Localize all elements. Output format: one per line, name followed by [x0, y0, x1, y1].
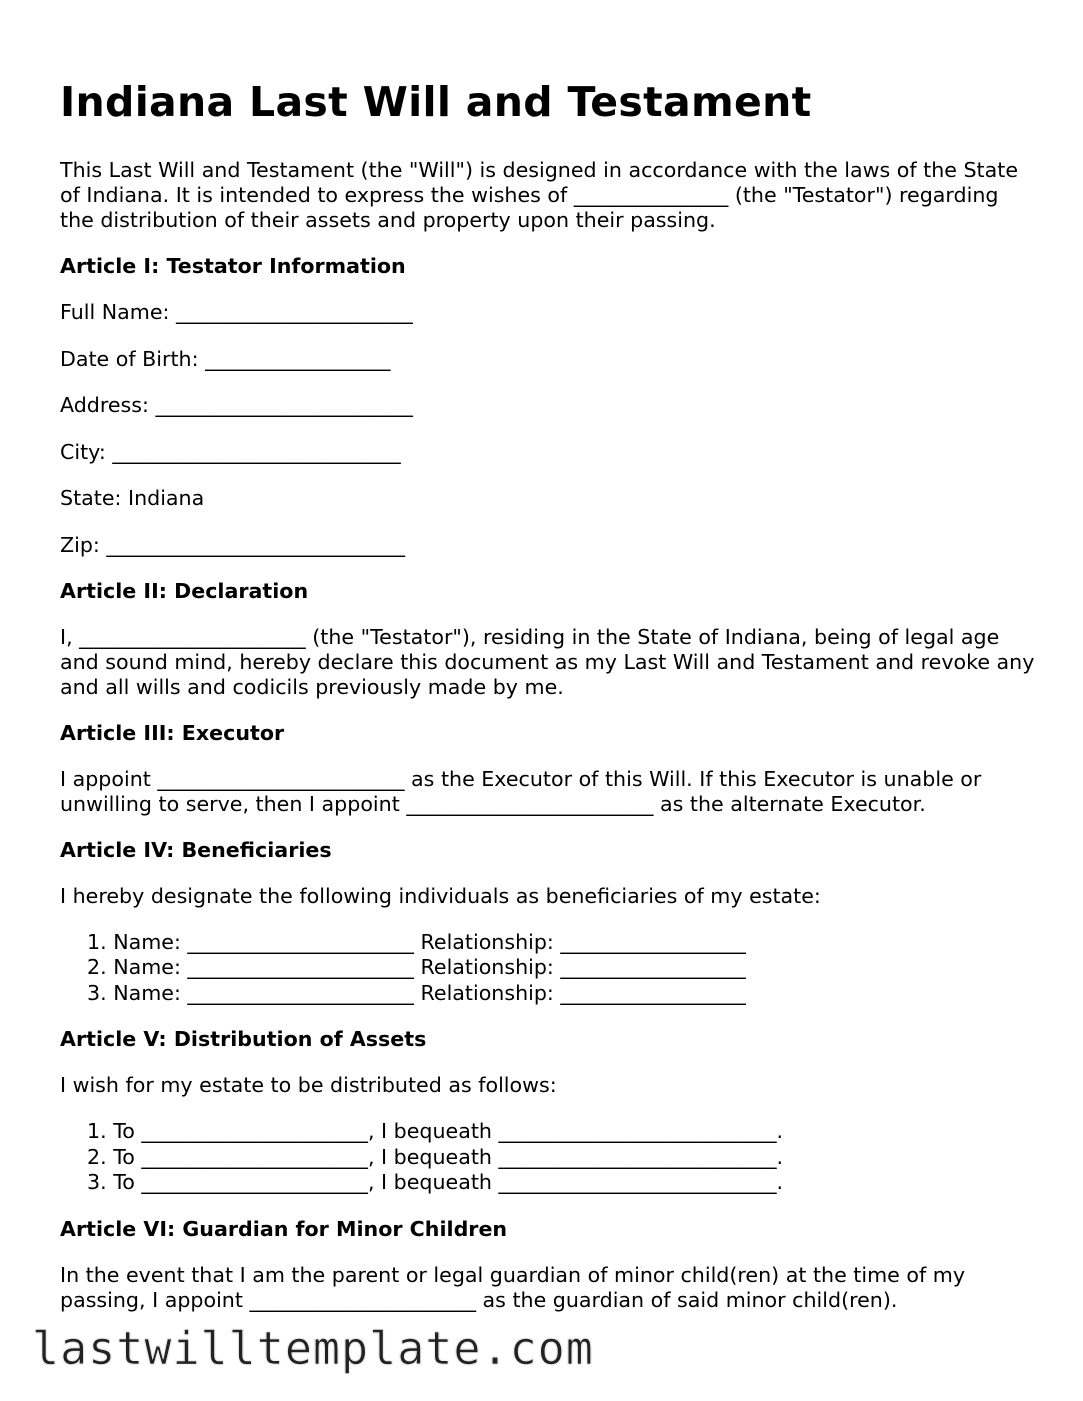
address-field: Address: _________________________ [60, 393, 413, 417]
executor-paragraph: I appoint ________________________ as the Executor of this Will. If this Executor is unable or unwilling to serve, then I appoint ________________________ as the alternate Executor. [60, 766, 982, 816]
list-item: 3. To ______________________, I bequeath ___________________________. [87, 1170, 784, 1194]
full-name-field: Full Name: _______________________ [60, 300, 413, 324]
dob-field: Date of Birth: __________________ [60, 346, 391, 371]
zip-field: Zip: _____________________________ [60, 532, 405, 557]
article-2-heading: Article II: Declaration [60, 578, 309, 603]
list-item: 2. Name: ______________________ Relationship: __________________ [87, 955, 746, 979]
distribution-list [60, 1119, 1035, 1196]
beneficiaries-list [60, 930, 1035, 1007]
beneficiaries-intro: I hereby designate the following individuals as beneficiaries of my estate: [60, 883, 821, 908]
intro-paragraph: This Last Will and Testament (the "Will") is designed in accordance with the laws of the State of Indiana. It is intended to express the wishes of _______________ (the "Testator") regarding the distribution of their assets and property upon their passing. [60, 158, 1019, 232]
document-title: Indiana Last Will and Testament [60, 78, 812, 126]
document-body [60, 74, 1035, 1313]
declaration-paragraph: I, ______________________ (the "Testator"), residing in the State of Indiana, being of legal age and sound mind, hereby declare this document as my Last Will and Testament and revoke any and all wills and codicils previously made by me. [60, 624, 1035, 699]
list-item: 1. Name: ______________________ Relationship: __________________ [87, 929, 746, 954]
article-1-heading: Article I: Testator Information [60, 254, 406, 278]
article-4-heading: Article IV: Beneficiaries [60, 837, 332, 862]
list-item: 1. To ______________________, I bequeath ___________________________. [87, 1119, 784, 1143]
list-item: 2. To ______________________, I bequeath ___________________________. [87, 1144, 784, 1169]
state-field: State: Indiana [60, 486, 205, 510]
watermark: lastwilltemplate.com [32, 1322, 594, 1375]
list-item: 3. Name: ______________________ Relationship: __________________ [87, 980, 746, 1005]
article-3-heading: Article III: Executor [60, 720, 285, 745]
article-6-heading: Article VI: Guardian for Minor Children [60, 1216, 508, 1241]
guardian-paragraph: In the event that I am the parent or legal guardian of minor child(ren) at the time of my passing, I appoint ______________________ as the guardian of said minor child(ren). [60, 1262, 966, 1312]
article-5-heading: Article V: Distribution of Assets [60, 1027, 427, 1051]
distribution-intro: I wish for my estate to be distributed as follows: [60, 1073, 557, 1097]
city-field: City: ____________________________ [60, 439, 401, 464]
